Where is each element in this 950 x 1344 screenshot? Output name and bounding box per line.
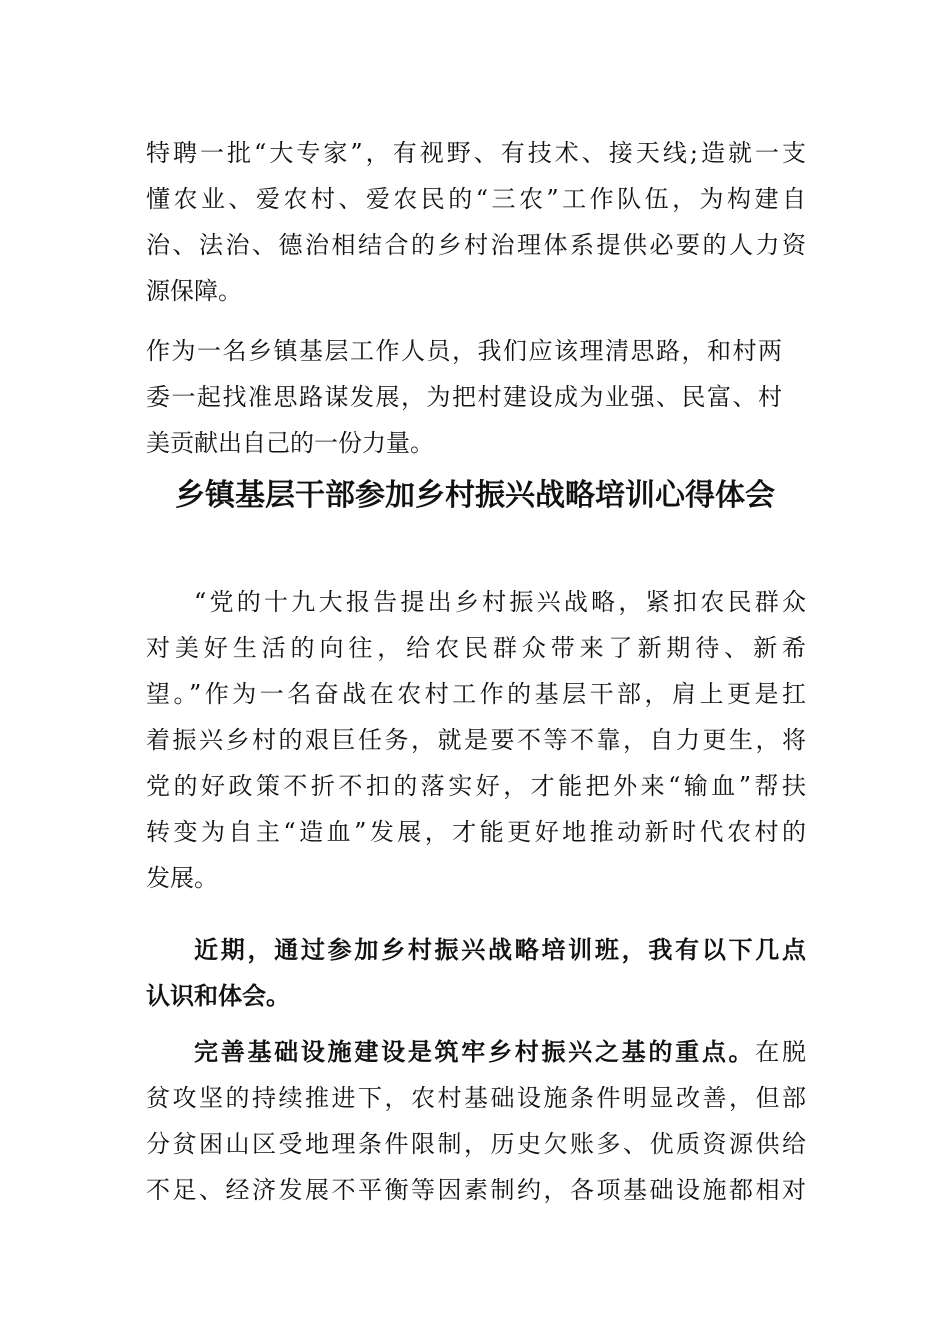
paragraph-1-line-7: 发展。 [146,864,218,892]
closing-line-3: 美贡献出自己的一份力量。 [146,429,434,457]
paragraph-3-line-1 [194,1036,806,1068]
paragraph-1-line-4: 着振兴乡村的艰巨任务，就是要不等不靠，自力更生，将 [146,726,806,754]
paragraph-1-line-3: 望。”作为一名奋战在农村工作的基层干部，肩上更是扛 [146,680,806,708]
paragraph-2-line-2: 认识和体会。 [146,981,290,1010]
closing-line-1: 作为一名乡镇基层工作人员，我们应该理清思路，和村两 [146,337,782,365]
paragraph-2-line-1: 近期，通过参加乡村振兴战略培训班，我有以下几点 [194,935,806,964]
intro-line-3: 治、法治、德治相结合的乡村治理体系提供必要的人力资 [146,231,806,259]
document-title: 乡镇基层干部参加乡村振兴战略培训心得体会 [175,478,775,513]
paragraph-1-line-2: 对美好生活的向往，给农民群众带来了新期待、新希 [146,634,806,662]
intro-line-2: 懂农业、爱农村、爱农民的“三农”工作队伍，为构建自 [146,185,806,213]
paragraph-3-line-3: 分贫困山区受地理条件限制，历史欠账多、优质资源供给 [146,1130,806,1158]
paragraph-3-line-1-rest: 在脱 [755,1038,807,1066]
paragraph-1-line-5: 党的好政策不折不扣的落实好，才能把外来“输血”帮扶 [146,772,806,800]
intro-line-4: 源保障。 [146,277,242,305]
closing-line-2: 委一起找准思路谋发展，为把村建设成为业强、民富、村 [146,383,782,411]
paragraph-1-line-1: “党的十九大报告提出乡村振兴战略，紧扣农民群众 [194,588,806,616]
paragraph-3-line-4: 不足、经济发展不平衡等因素制约，各项基础设施都相对 [146,1176,806,1204]
paragraph-1-line-6: 转变为自主“造血”发展，才能更好地推动新时代农村的 [146,818,806,846]
intro-line-1: 特聘一批“大专家”，有视野、有技术、接天线;造就一支 [146,139,806,167]
paragraph-3-lead-sentence: 完善基础设施建设是筑牢乡村振兴之基的重点。 [194,1037,756,1066]
paragraph-3-line-2: 贫攻坚的持续推进下，农村基础设施条件明显改善，但部 [146,1084,806,1112]
